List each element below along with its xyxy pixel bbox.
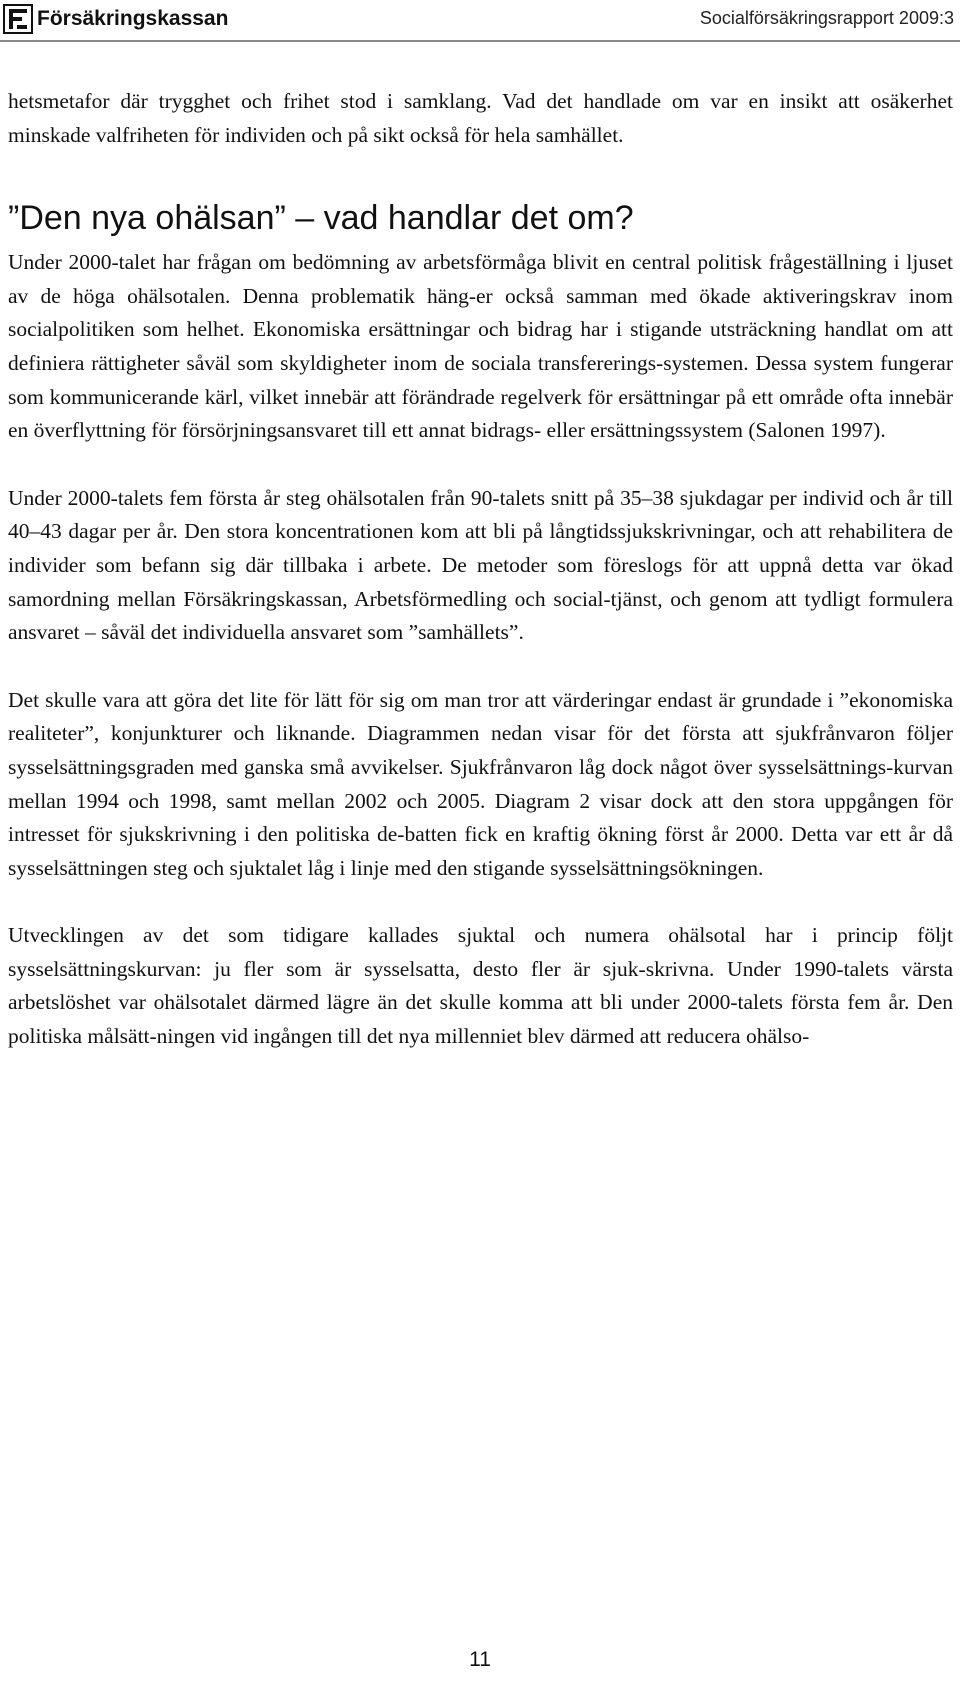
section-heading: ”Den nya ohälsan” – vad handlar det om? (8, 199, 634, 238)
paragraph-spacer (8, 885, 953, 919)
header-divider (0, 40, 960, 42)
report-title: Socialförsäkringsrapport 2009:3 (699, 8, 954, 28)
paragraph-spacer (8, 650, 953, 684)
page-header (0, 0, 960, 52)
body-paragraph-2: Under 2000-talets fem första år steg ohälsotalen från 90-talets snitt på 35–38 sjukdagar per individ och år till 40–43 dagar per år. Den stora koncentrationen kom att bli på långtidssjukskrivningar, och att rehabilitera de individer som befann sig där tillbaka i arbete. De metoder som föreslogs för att uppnå detta var ökad samordning mellan Försäkringskassan, Arbetsförmedling och social-tjänst, och genom att tydligt formulera ansvaret – såväl det individuella ansvaret som ”samhällets”. (8, 485, 953, 645)
brand-name: Försäkringskassan (37, 7, 229, 30)
body-paragraph-4: Utvecklingen av det som tidigare kallades sjuktal och numera ohälsotal har i princip följt sysselsättningskurvan: ju fler som är sysselsatta, desto fler är sjuk-skrivna. Under 1990-talets värsta arbetslöshet var ohälsotalet därmed lägre än det skulle komma att bli under 2000-talets första fem år. Den politiska målsätt-ningen vid ingången till det nya millenniet blev därmed att reducera ohälso- (8, 923, 953, 1049)
page-number: 11 (469, 1648, 491, 1671)
intro-paragraph: hetsmetafor där trygghet och frihet stod i samklang. Vad det handlade om var en insikt att osäkerhet minskade valfriheten för individen och på sikt också för hela samhället. (8, 89, 953, 147)
body-paragraph-3: Det skulle vara att göra det lite för lätt för sig om man tror att värderingar endast är grundade i ”ekonomiska realiteter”, konjunkturer och liknande. Diagrammen nedan visar för det första att sjukfrånvaron följer sysselsättningsgraden med ganska små avvikelser. Sjukfrånvaron låg dock något över sysselsättnings-kurvan mellan 1994 och 1998, samt mellan 2002 och 2005. Diagram 2 visar dock att den stora uppgången för intresset för sjukskrivning i den politiska de-batten fick en kraftig ökning först år 2000. Detta var ett år då sysselsättningen steg och sjuktalet låg i linje med den stigande sysselsättningsökningen. (8, 687, 953, 880)
body-paragraph-1: Under 2000-talet har frågan om bedömning av arbetsförmåga blivit en central politisk frågeställning i ljuset av de höga ohälsotalen. Denna problematik häng-er också samman med ökade aktiveringskrav inom socialpolitiken som helhet. Ekonomiska ersättningar och bidrag har i stigande utsträckning handlat om att definiera rättigheter såväl som skyldigheter inom de sociala transfererings-systemen. Dessa system fungerar som kommunicerande kärl, vilket innebär att förändrade regelverk för ersättningar på ett område ofta innebär en överflyttning för försörjningsansvaret till ett annat bidrags- eller ersättningssystem (Salonen 1997). (8, 250, 953, 443)
document-body (8, 85, 953, 1054)
forsakringskassan-logo-icon (3, 4, 33, 34)
brand-logo (3, 4, 228, 34)
paragraph-spacer (8, 448, 953, 482)
